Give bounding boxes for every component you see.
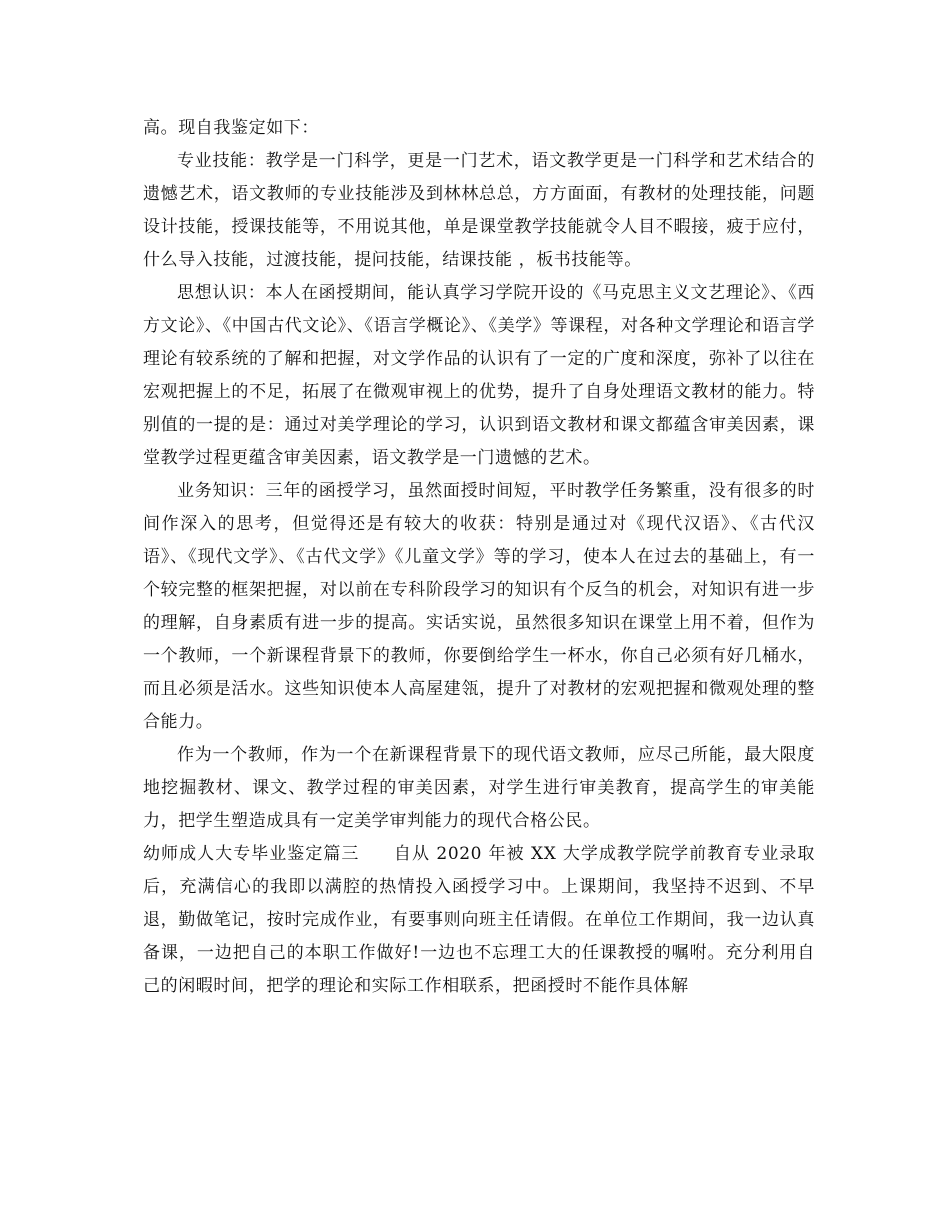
document-page xyxy=(143,112,815,1003)
paragraph-conclusion: 作为一个教师，作为一个在新课程背景下的现代语文教师，应尽己所能，最大限度地挖掘教材、课文、教学过程的审美因素，对学生进行审美教育，提高学生的审美能力，把学生塑造成具有一定美学审判能力的现代合格公民。 xyxy=(143,745,815,831)
section-body-text: 自从 2020 年被 XX 大学成教学院学前教育专业录取后，充满信心的我即以满腔的热情投入函授学习中。上课期间，我坚持不迟到、不早退，勤做笔记，按时完成作业，有要事则向班主任请假。在单位工作期间，我一边认真备课，一边把自己的本职工作做好!一边也不忘理工大的任课教授的嘱咐。充分利用自己的闲暇时间，把学的理论和实际工作相联系，把函授时不能作具体解 xyxy=(143,844,815,996)
section-paragraph xyxy=(143,838,815,1003)
section-heading: 幼师成人大专毕业鉴定篇三 xyxy=(143,844,360,864)
paragraph-intro: 高。现自我鉴定如下： xyxy=(143,118,319,138)
paragraph-ideological-understanding: 思想认识：本人在函授期间，能认真学习学院开设的《马克思主义文艺理论》、《西方文论》、《中国古代文论》、《语言学概论》、《美学》等课程，对各种文学理论和语言学理论有较系统的了解和把握，对文学作品的认识有了一定的广度和深度，弥补了以往在宏观把握上的不足，拓展了在微观审视上的优势，提升了自身处理语文教材的能力。特别值的一提的是：通过对美学理论的学习，认识到语文教材和课文都蕴含审美因素，课堂教学过程更蕴含审美因素，语文教学是一门遗憾的艺术。 xyxy=(143,283,815,468)
paragraph-business-knowledge: 业务知识：三年的函授学习，虽然面授时间短，平时教学任务繁重，没有很多的时间作深入的思考，但觉得还是有较大的收获：特别是通过对《现代汉语》、《古代汉语》、《现代文学》、《古代文学》《儿童文学》等的学习，使本人在过去的基础上，有一个较完整的框架把握，对以前在专科阶段学习的知识有个反刍的机会，对知识有进一步的理解，自身素质有进一步的提高。实话实说，虽然很多知识在课堂上用不着，但作为一个教师，一个新课程背景下的教师，你要倒给学生一杯水，你自己必须有好几桶水，而且必须是活水。这些知识使本人高屋建瓴，提升了对教材的宏观把握和微观处理的整合能力。 xyxy=(143,481,815,732)
paragraph-professional-skills: 专业技能：教学是一门科学，更是一门艺术，语文教学更是一门科学和艺术结合的遗憾艺术，语文教师的专业技能涉及到林林总总，方方面面，有教材的处理技能，问题设计技能，授课技能等，不用说其他，单是课堂教学技能就令人目不暇接，疲于应付，什么导入技能，过渡技能，提问技能，结课技能 ，板书技能等。 xyxy=(143,151,815,270)
